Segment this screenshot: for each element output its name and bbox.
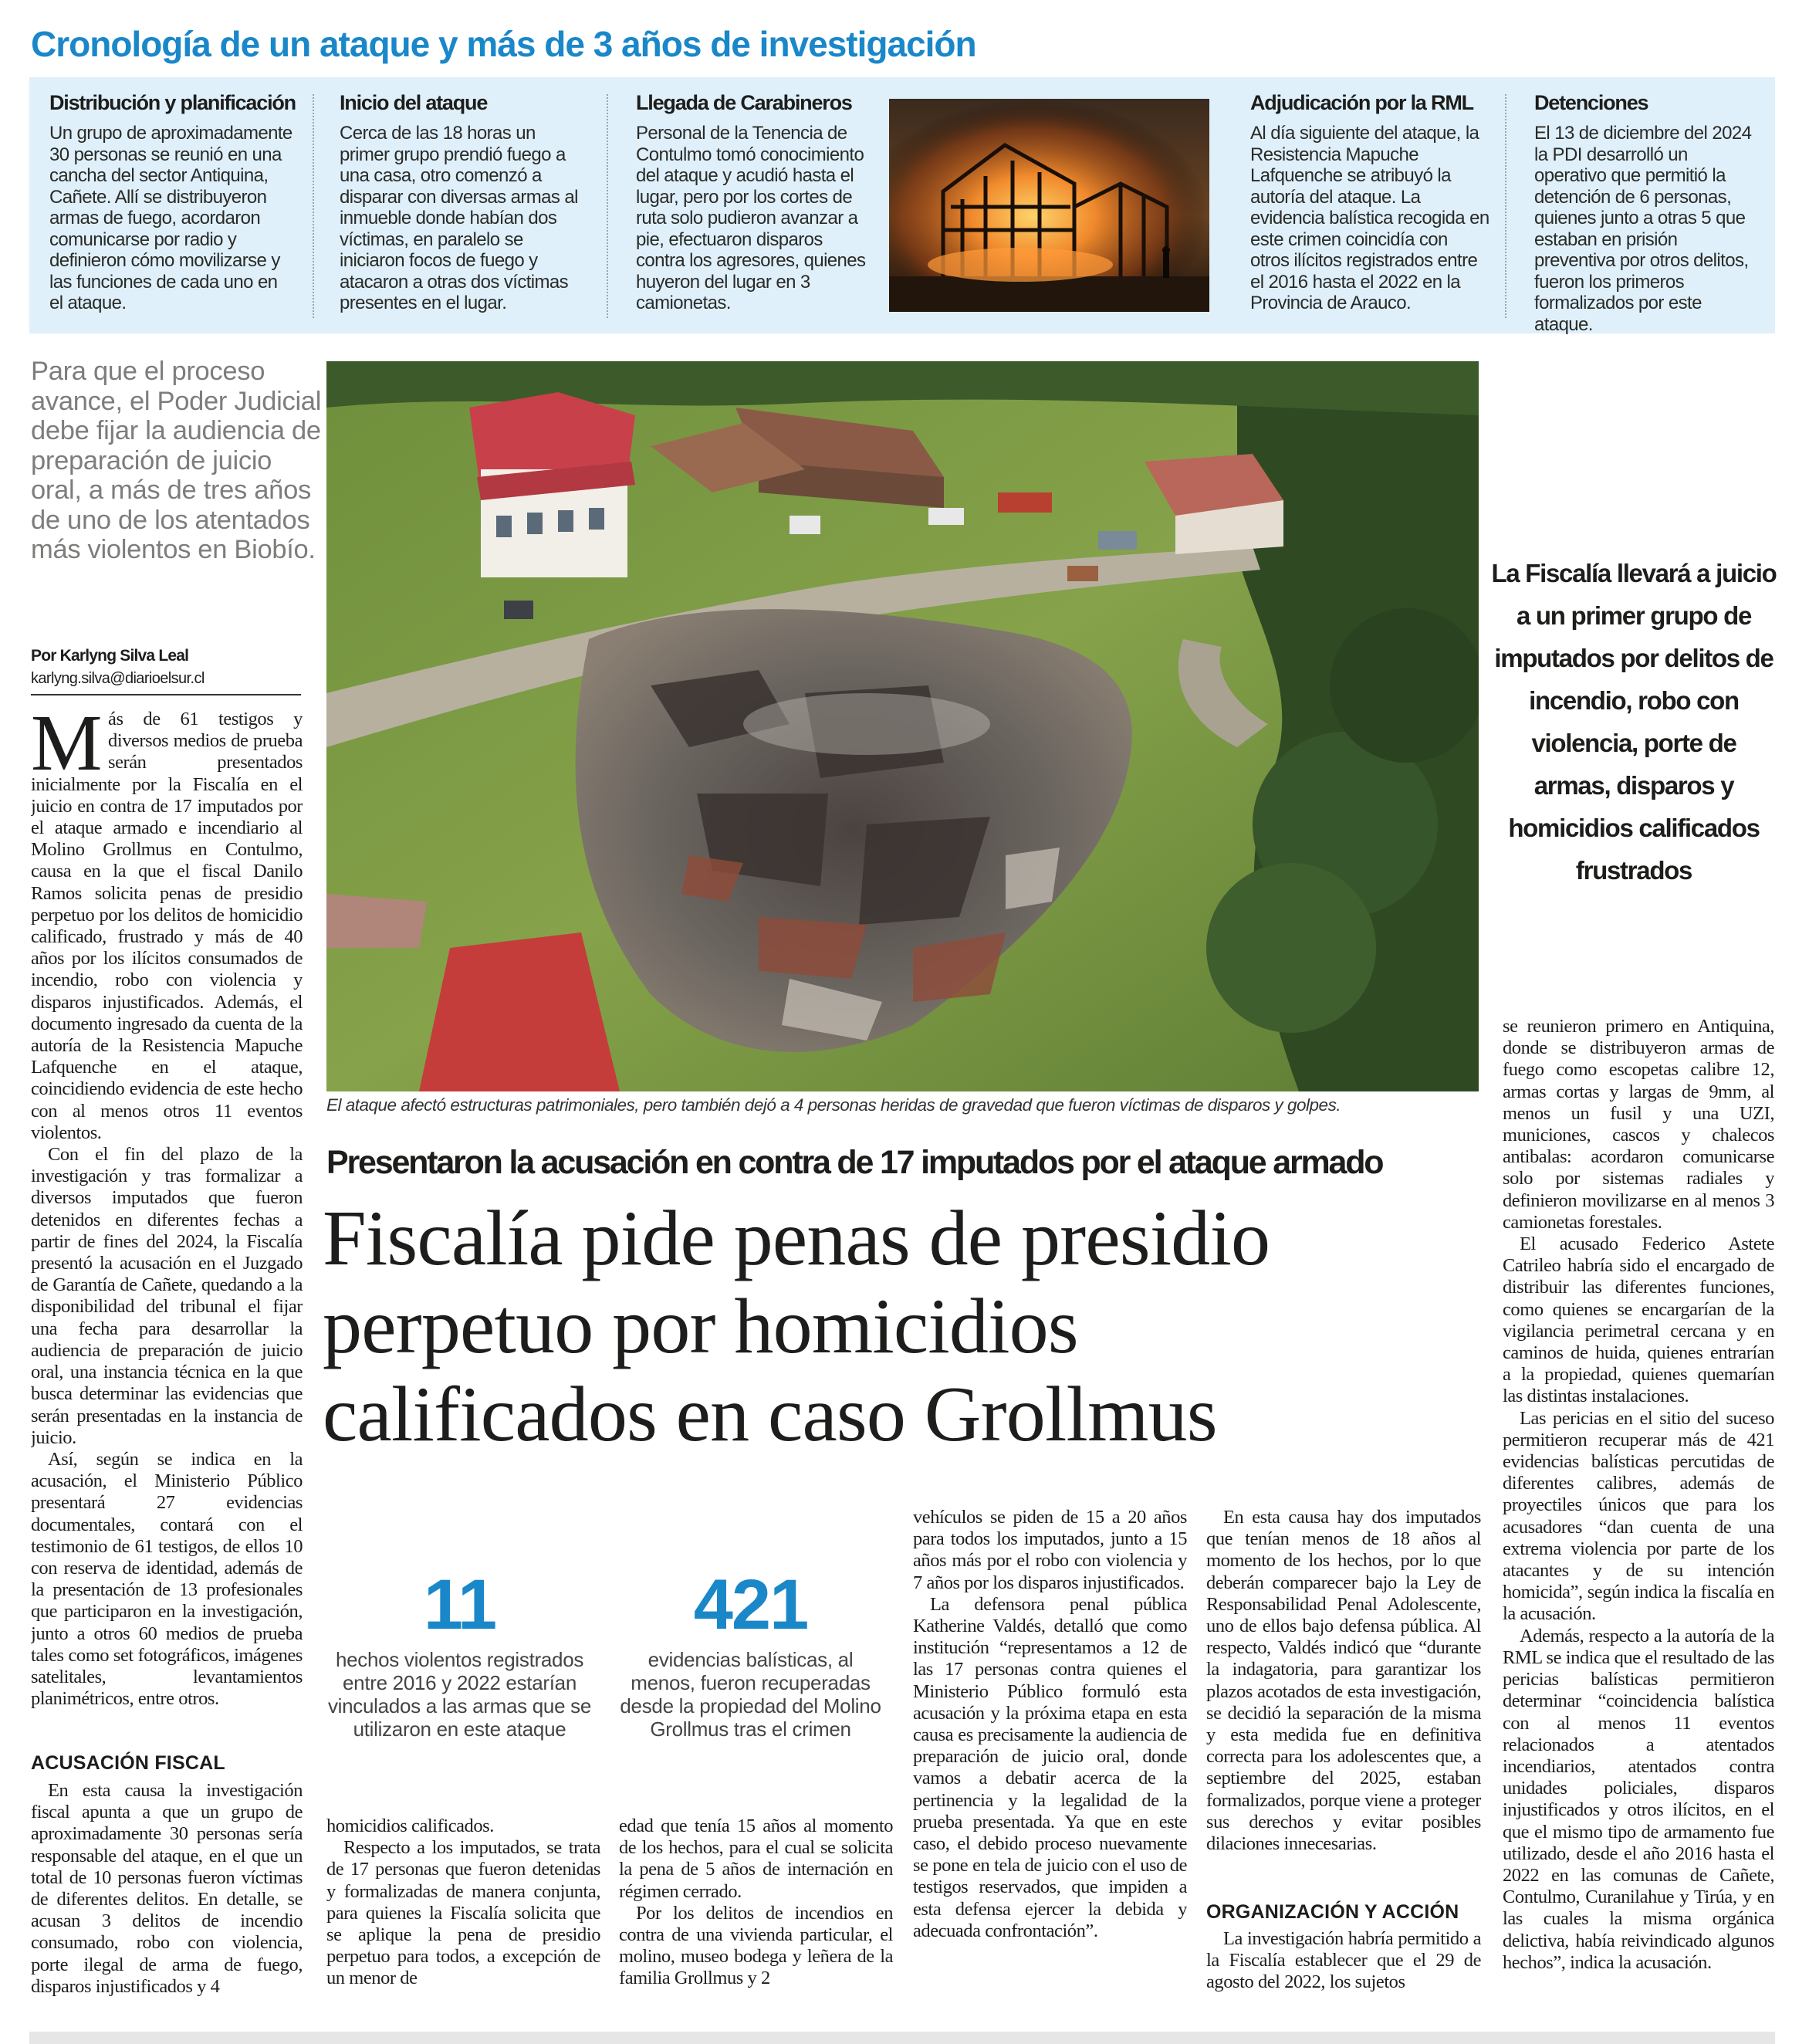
timeline-heading: Inicio del ataque (340, 91, 488, 114)
stat-box-hechos (326, 1565, 593, 1762)
timeline-item-detenciones (1534, 91, 1758, 335)
timeline-divider (607, 94, 608, 318)
headline-line: calificados en caso Grollmus (323, 1371, 1217, 1458)
fire-photo (889, 99, 1209, 312)
byline-rule (31, 694, 301, 695)
headline (323, 1195, 1480, 1488)
paragraph: Además, respecto a la autoría de la RML se indica que el resultado de las pericias balísticas permitieron determinar “coincidencia balística con al menos 11 eventos relacionados a atentados incendiarios, atentados contra unidades policiales, disparos injustificados y otros ilícitos, en el que el mismo tipo de armamento fue utilizado, desde el año 2016 hasta el 2022 en las comunas de Cañete, Contulmo, Curanilahue y Tirúa, y en las cuales la misma orgánica delictiva, había reivindicado algunos hechos”, indica la acusación. (1503, 1625, 1774, 1973)
timeline-heading: Llegada de Carabineros (636, 91, 852, 114)
timeline-text: Al día siguiente del ataque, la Resistencia Mapuche Lafquenche se atribuyó la autoría del ataque. La evidencia balística recogida en este crimen coincidía con otros ilícitos registrados entre el 2016 hasta el 2022 en la Provincia de Arauco. (1250, 123, 1489, 313)
timeline-title: Cronología de un ataque y más de 3 años de investigación (31, 24, 976, 64)
timeline-text: Cerca de las 18 horas un primer grupo prendió fuego a una casa, otro comenzó a disparar con diversas armas al inmueble donde habían dos víctimas, en paralelo se iniciaron focos de fuego y atacaron a otras dos víctimas presentes en el lugar. (340, 123, 578, 313)
timeline-item-distribucion (49, 91, 296, 323)
timeline-item-adjudicacion (1250, 91, 1489, 323)
stat-number: 421 (693, 1565, 808, 1644)
kicker: Presentaron la acusación en contra de 17 imputados por el ataque armado (326, 1144, 1383, 1181)
pullquote: Para que el proceso avance, el Poder Judicial debe fijar la audiencia de preparación de juicio oral, a más de tres años de uno de los atentados más violentos en Biobío. (31, 357, 322, 564)
paragraph: Así, según se indica en la acusación, el Ministerio Público presentará 27 evidencias documentales, contará con el testimonio de 61 testigos, de ellos 10 con reserva de identidad, además de la presentación de 13 profesionales que participaron en la investigación, junto a otros 60 medios de prueba tales como set fotográficos, imágenes satelitales, levantamientos planimétricos, entre otros. (31, 1448, 303, 1710)
article-column-c (913, 1507, 1187, 2008)
timeline-divider (1505, 94, 1506, 318)
subhead-acusacion: ACUSACIÓN FISCAL (31, 1752, 225, 1774)
dropcap: M (31, 709, 103, 787)
paragraph: El acusado Federico Astete Catrileo habría sido el encargado de distribuir las diferentes funciones, como quienes se encargarían de la vigilancia perimetral cercana y en caminos de huida, quienes entrarían a la propiedad, quienes quemarían las distintas instalaciones. (1503, 1234, 1774, 1407)
article-body-left (31, 709, 303, 1735)
paragraph: vehículos se piden de 15 a 20 años para todos los imputados, junto a 15 años más por el robo con violencia y 7 años por los disparos injustificados. (913, 1507, 1187, 1593)
paragraph: ás de 61 testigos y diversos medios de prueba serán presentados inicialmente por la Fiscalía en el juicio en contra de 17 imputados por el ataque armado e incendiario al Molino Grollmus en Contulmo, causa en la que el fiscal Danilo Ramos solicita penas de presidio perpetuo por los delitos de homicidio calificado, frustrado y más de 40 años por los ilícitos consumados de incendio, robo con violencia y disparos injustificados. Además, el documento ingresado da cuenta de la autoría de la Resistencia Mapuche Lafquenche en el ataque, coincidiendo evidencia de este hecho con al menos otros 11 eventos violentos. (31, 709, 303, 1143)
article-column-d-continued (1206, 1928, 1481, 2015)
paragraph: En esta causa la investigación fiscal apunta a que un grupo de aproximadamente 30 personas sería responsable del ataque, en el que un total de 10 personas fueron víctimas de diferentes delitos. En detalle, se acusan 3 delitos de incendio consumado, robo con violencia, porte ilegal de arma de fuego, disparos injustificados y 4 (31, 1780, 303, 1997)
article-column-b (619, 1816, 893, 2016)
stat-number: 11 (423, 1565, 496, 1644)
paragraph: Las pericias en el sitio del suceso permitieron recuperar más de 421 evidencias balísticas percutidas de diferentes calibres, además de proyectiles únicos que para los acusadores “dan cuenta de una extrema violencia por parte de los atacantes y de su intención homicida”, según indica la fiscalía en la acusación. (1503, 1407, 1774, 1625)
stat-text: hechos violentos registrados entre 2016 y 2022 estarían vinculados a las armas que se utilizaron en este ataque (327, 1648, 592, 1741)
timeline-item-inicio (340, 91, 579, 323)
paragraph: En esta causa hay dos imputados que tenían menos de 18 años al momento de los hechos, por lo que deberán comparecer bajo la Ley de Responsabilidad Penal Adolescente, uno de ellos bajo defensa pública. Al respecto, Valdés indicó que “durante la indagatoria, para garantizar los plazos acotados de esta investigación, se decidió la separación de la misma y esta medida fue en definitiva correcta para los adolescentes que, a septiembre del 2025, estaban formalizados, porque viene a proteger sus derechos y evitar posibles dilaciones innecesarias. (1206, 1507, 1481, 1855)
timeline-text: Personal de la Tenencia de Contulmo tomó conocimiento del ataque y acudió hasta el lugar, pero por los cortes de ruta solo pudieron avanzar a pie, efectuaron disparos contra los agresores, quienes huyeron del lugar en 3 camionetas. (636, 123, 866, 313)
paragraph: La defensora penal pública Katherine Valdés, detalló que como institución “representamos a 12 de las 17 personas contra quienes el Ministerio Público formuló esta acusación y la próxima etapa en esta causa es precisamente la audiencia de preparación de juicio oral, donde vamos a debatir acerca de la pertinencia y la legalidad de la prueba presentada. Ya que en este caso, el debido proceso nuevamente se pone en tela de juicio con el uso de testigos reservados, que impiden a esta defensa ejercer la debida y adecuada confrontación”. (913, 1593, 1187, 1941)
article-column-d (1206, 1507, 1481, 1893)
paragraph: homicidios calificados. (326, 1816, 494, 1836)
headline-line: Fiscalía pide penas de presidio (323, 1195, 1270, 1282)
timeline-item-carabineros (636, 91, 875, 323)
article-column-a (326, 1816, 600, 2016)
timeline-divider (313, 94, 314, 318)
timeline-heading: Distribución y planificación (49, 91, 296, 114)
paragraph: Respecto a los imputados, se trata de 17 personas que fueron detenidas y formalizadas de manera conjunta, para quienes la Fiscalía solicita que se aplique la pena de presidio perpetuo para todos, a excepción de un menor de (326, 1837, 600, 1989)
timeline-text: Un grupo de aproximadamente 30 personas se reunió en una cancha del sector Antiquina, Cañete. Allí se distribuyeron armas de fuego, acordaron comunicarse por radio y definieron cómo movilizarse y las funciones de cada uno en el ataque. (49, 123, 292, 313)
page-footer-band (29, 2032, 1775, 2044)
timeline-text: El 13 de diciembre del 2024 la PDI desarrolló un operativo que permitió la detención de 6 personas, quienes junto a otras 5 que estaban en prisión preventiva por otros delitos, fueron los primeros formalizados por este ataque. (1534, 123, 1752, 335)
timeline-heading: Adjudicación por la RML (1250, 91, 1473, 114)
main-photo (326, 361, 1479, 1091)
paragraph: La investigación habría permitido a la Fiscalía establecer que el 29 de agosto del 2022, los sujetos (1206, 1928, 1481, 1993)
paragraph: Con el fin del plazo de la investigación y tras formalizar a diversos imputados que fueron detenidos en diferentes fechas a partir de fines del 2024, la Fiscalía presentó la acusación en el Juzgado de Garantía de Cañete, quedando a la disponibilidad del tribunal el fijar una fecha para desarrollar la audiencia de preparación de juicio oral, una instancia técnica en la que busca determinar las evidencias que serán presentadas en la instancia de juicio. (31, 1144, 303, 1448)
byline-email[interactable]: karlyng.silva@diarioelsur.cl (31, 670, 205, 687)
paragraph: se reunieron primero en Antiquina, donde se distribuyeron armas de fuego como escopetas calibre 12, armas cortas y largas de 9mm, al menos un fusil y una UZI, municiones, cascos y chalecos antibalas: acordaron comunicarse solo por sistemas radiales y definieron movilizarse en al menos 3 camionetas forestales. (1503, 1016, 1774, 1233)
byline-name: Por Karlyng Silva Leal (31, 647, 189, 665)
stat-box-evidencias (617, 1565, 884, 1762)
subhead-organizacion: ORGANIZACIÓN Y ACCIÓN (1206, 1901, 1459, 1923)
timeline-heading: Detenciones (1534, 91, 1648, 114)
photo-caption: El ataque afectó estructuras patrimoniales, pero también dejó a 4 personas heridas de gravedad que fueron víctimas de disparos y golpes. (326, 1095, 1341, 1115)
paragraph: edad que tenía 15 años al momento de los hechos, para el cual se solicita la pena de 5 años de internación en régimen cerrado. (619, 1816, 893, 1902)
article-body-acusacion (31, 1780, 303, 2012)
stat-text: evidencias balísticas, al menos, fueron recuperadas desde la propiedad del Molino Grollmus tras el crimen (620, 1648, 881, 1741)
headline-line: perpetuo por homicidios (323, 1283, 1078, 1370)
side-quote: La Fiscalía llevará a juicio a un primer grupo de imputados por delitos de incendio, robo con violencia, porte de armas, disparos y homicidios calificados frustrados (1491, 559, 1777, 885)
paragraph: Por los delitos de incendios en contra de una vivienda particular, el molino, museo bodega y leñera de la familia Grollmus y 2 (619, 1902, 893, 1989)
article-column-e (1503, 1016, 1774, 2016)
